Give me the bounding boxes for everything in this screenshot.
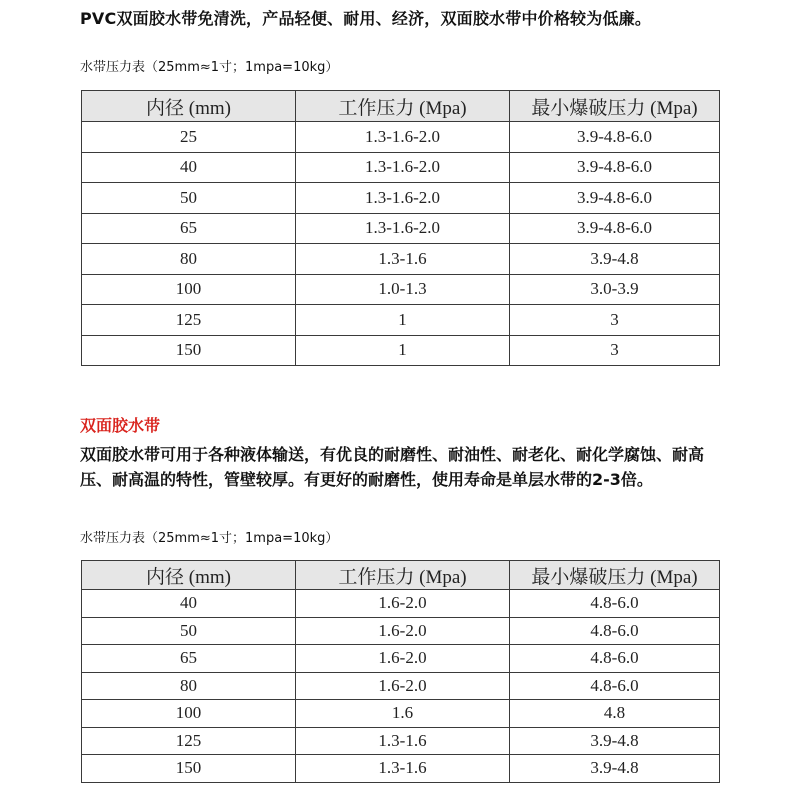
cell-burst-pressure: 3.9-4.8 (510, 244, 720, 275)
cell-burst-pressure: 4.8-6.0 (510, 645, 720, 673)
cell-inner-diameter: 125 (82, 305, 296, 336)
cell-burst-pressure: 3 (510, 335, 720, 366)
table-row (82, 617, 720, 645)
table1-body (82, 122, 720, 366)
cell-inner-diameter: 150 (82, 335, 296, 366)
cell-working-pressure: 1.6-2.0 (296, 617, 510, 645)
cell-working-pressure: 1.6-2.0 (296, 590, 510, 618)
cell-burst-pressure: 3.9-4.8-6.0 (510, 152, 720, 183)
cell-burst-pressure: 4.8 (510, 700, 720, 728)
cell-inner-diameter: 125 (82, 727, 296, 755)
cell-working-pressure: 1.3-1.6 (296, 244, 510, 275)
intro-text: PVC双面胶水带免清洗，产品轻便、耐用、经济，双面胶水带中价格较为低廉。 (80, 9, 652, 28)
table1-caption: 水带压力表（25mm≈1寸；1mpa=10kg） (80, 60, 339, 75)
cell-burst-pressure: 3.9-4.8-6.0 (510, 213, 720, 244)
cell-inner-diameter: 25 (82, 122, 296, 153)
cell-burst-pressure: 4.8-6.0 (510, 590, 720, 618)
cell-working-pressure: 1.6 (296, 700, 510, 728)
table-row (82, 305, 720, 336)
table-row (82, 152, 720, 183)
table-row (82, 274, 720, 305)
table-row (82, 590, 720, 618)
cell-burst-pressure: 3.9-4.8-6.0 (510, 183, 720, 214)
section-heading: 双面胶水带 (80, 416, 161, 435)
table-row (82, 672, 720, 700)
cell-working-pressure: 1.6-2.0 (296, 645, 510, 673)
cell-burst-pressure: 4.8-6.0 (510, 617, 720, 645)
cell-working-pressure: 1.3-1.6-2.0 (296, 213, 510, 244)
table-header-row (82, 91, 720, 122)
table-row (82, 700, 720, 728)
cell-burst-pressure: 3 (510, 305, 720, 336)
cell-inner-diameter: 40 (82, 590, 296, 618)
cell-inner-diameter: 50 (82, 617, 296, 645)
table-row (82, 213, 720, 244)
cell-inner-diameter: 40 (82, 152, 296, 183)
table-row (82, 645, 720, 673)
cell-working-pressure: 1.0-1.3 (296, 274, 510, 305)
cell-inner-diameter: 150 (82, 755, 296, 783)
header-working-pressure: 工作压力 (Mpa) (296, 561, 510, 590)
header-inner-diameter: 内径 (mm) (82, 561, 296, 590)
header-inner-diameter: 内径 (mm) (82, 91, 296, 122)
cell-working-pressure: 1.3-1.6 (296, 755, 510, 783)
cell-working-pressure: 1 (296, 305, 510, 336)
header-burst-pressure: 最小爆破压力 (Mpa) (510, 91, 720, 122)
table2-caption: 水带压力表（25mm≈1寸；1mpa=10kg） (80, 531, 339, 546)
cell-inner-diameter: 80 (82, 672, 296, 700)
cell-burst-pressure: 3.9-4.8 (510, 727, 720, 755)
table-row (82, 727, 720, 755)
cell-burst-pressure: 4.8-6.0 (510, 672, 720, 700)
pressure-table-1 (81, 90, 720, 366)
cell-working-pressure: 1 (296, 335, 510, 366)
cell-inner-diameter: 80 (82, 244, 296, 275)
cell-working-pressure: 1.3-1.6-2.0 (296, 122, 510, 153)
pressure-table-2 (81, 560, 720, 783)
cell-inner-diameter: 100 (82, 700, 296, 728)
cell-burst-pressure: 3.0-3.9 (510, 274, 720, 305)
cell-inner-diameter: 65 (82, 213, 296, 244)
cell-burst-pressure: 3.9-4.8 (510, 755, 720, 783)
cell-working-pressure: 1.3-1.6 (296, 727, 510, 755)
cell-working-pressure: 1.3-1.6-2.0 (296, 183, 510, 214)
table-row (82, 335, 720, 366)
header-burst-pressure: 最小爆破压力 (Mpa) (510, 561, 720, 590)
table-row (82, 755, 720, 783)
cell-inner-diameter: 65 (82, 645, 296, 673)
table-row (82, 244, 720, 275)
description-paragraph: 双面胶水带可用于各种液体输送，有优良的耐磨性、耐油性、耐老化、耐化学腐蚀、耐高压、耐高温的特性，管壁较厚。有更好的耐磨性，使用寿命是单层水带的2-3倍。 (80, 445, 705, 489)
table-row (82, 122, 720, 153)
cell-inner-diameter: 100 (82, 274, 296, 305)
header-working-pressure: 工作压力 (Mpa) (296, 91, 510, 122)
cell-working-pressure: 1.6-2.0 (296, 672, 510, 700)
table-header-row (82, 561, 720, 590)
cell-working-pressure: 1.3-1.6-2.0 (296, 152, 510, 183)
table2-body (82, 590, 720, 783)
table-row (82, 183, 720, 214)
cell-burst-pressure: 3.9-4.8-6.0 (510, 122, 720, 153)
cell-inner-diameter: 50 (82, 183, 296, 214)
